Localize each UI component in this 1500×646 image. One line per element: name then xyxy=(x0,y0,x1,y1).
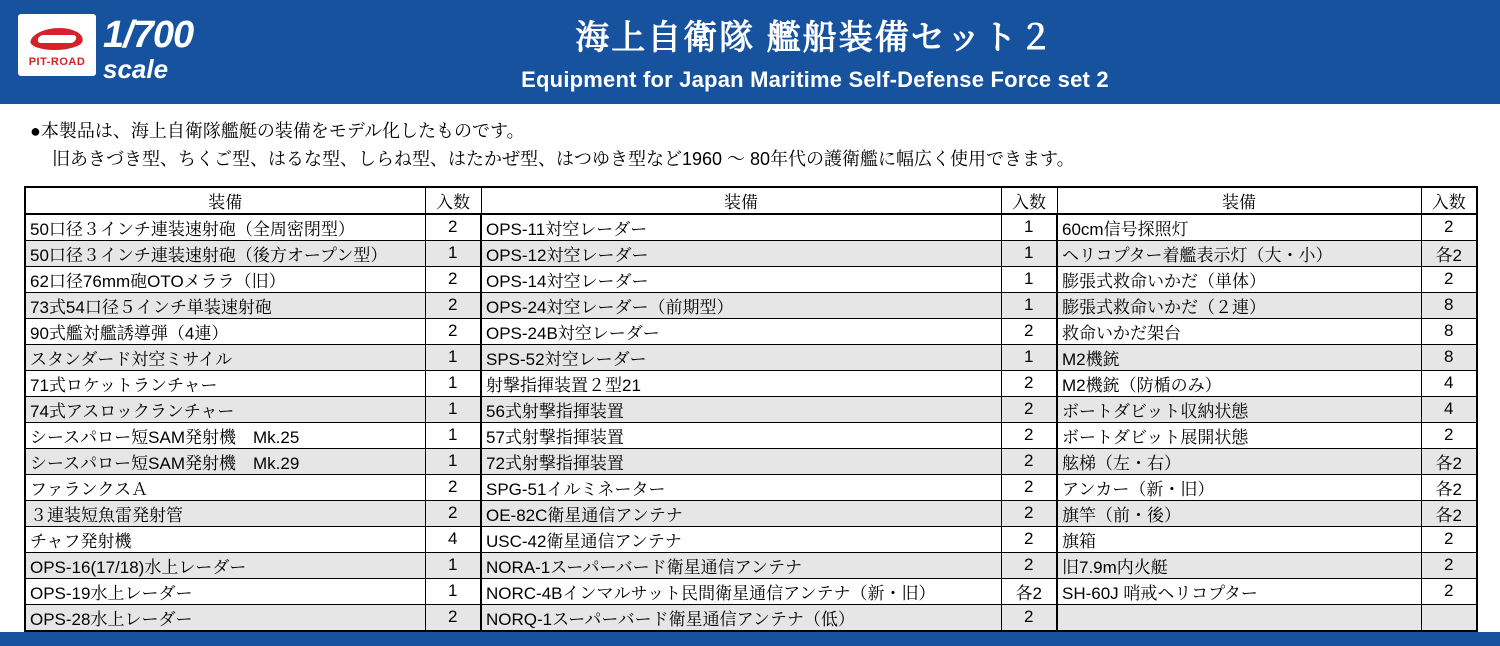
table-row xyxy=(25,448,1477,474)
table-row xyxy=(25,552,1477,578)
equipment-qty: 2 xyxy=(1001,526,1057,552)
equipment-qty: 各2 xyxy=(1421,240,1477,266)
equipment-name: 74式アスロックランチャー xyxy=(25,396,425,422)
scale-word: scale xyxy=(103,54,169,84)
equipment-name: OPS-24B対空レーダー xyxy=(481,318,1001,344)
equipment-qty: 1 xyxy=(425,422,481,448)
title-japanese: 海上自衛隊 艦船装備セット２ xyxy=(575,19,1055,57)
equipment-qty: 各2 xyxy=(1421,500,1477,526)
equipment-name: シースパロー短SAM発射機 Mk.29 xyxy=(25,448,425,474)
equipment-qty: 1 xyxy=(425,344,481,370)
equipment-name: 56式射撃指揮装置 xyxy=(481,396,1001,422)
equipment-qty: 2 xyxy=(1421,526,1477,552)
equipment-qty: 2 xyxy=(1001,500,1057,526)
equipment-qty: 1 xyxy=(1001,240,1057,266)
table-row xyxy=(25,474,1477,500)
equipment-name: 50口径３インチ連装速射砲（全周密閉型） xyxy=(25,214,425,241)
equipment-name: USC-42衛星通信アンテナ xyxy=(481,526,1001,552)
equipment-qty: 各2 xyxy=(1421,448,1477,474)
equipment-qty: 2 xyxy=(1001,396,1057,422)
header-qty-3: 入数 xyxy=(1421,187,1477,214)
equipment-name: 90式艦対艦誘導弾（4連） xyxy=(25,318,425,344)
equipment-name: OPS-28水上レーダー xyxy=(25,604,425,631)
equipment-name: 射撃指揮装置２型21 xyxy=(481,370,1001,396)
equipment-qty: 2 xyxy=(1001,318,1057,344)
description-line-1: ●本製品は、海上自衛隊艦艇の装備をモデル化したものです。 xyxy=(30,121,525,141)
equipment-table-wrap xyxy=(24,186,1476,632)
equipment-qty: 8 xyxy=(1421,344,1477,370)
equipment-qty: 2 xyxy=(1001,448,1057,474)
equipment-name: 50口径３インチ連装速射砲（後方オープン型） xyxy=(25,240,425,266)
table-row xyxy=(25,214,1477,241)
header-qty-2: 入数 xyxy=(1001,187,1057,214)
equipment-name: OPS-16(17/18)水上レーダー xyxy=(25,552,425,578)
table-row xyxy=(25,422,1477,448)
table-row xyxy=(25,578,1477,604)
equipment-qty: 4 xyxy=(1421,370,1477,396)
equipment-qty: 1 xyxy=(425,396,481,422)
equipment-name: 旗竿（前・後） xyxy=(1057,500,1421,526)
equipment-name: NORC-4Bインマルサット民間衛星通信アンテナ（新・旧） xyxy=(481,578,1001,604)
equipment-name: 72式射撃指揮装置 xyxy=(481,448,1001,474)
table-row xyxy=(25,266,1477,292)
equipment-name: OPS-11対空レーダー xyxy=(481,214,1001,241)
equipment-name: ボートダビット展開状態 xyxy=(1057,422,1421,448)
table-row xyxy=(25,396,1477,422)
equipment-qty: 1 xyxy=(425,552,481,578)
header-qty-1: 入数 xyxy=(425,187,481,214)
equipment-name: 救命いかだ架台 xyxy=(1057,318,1421,344)
equipment-qty: 1 xyxy=(1001,344,1057,370)
scale-number: 1/700 xyxy=(103,14,194,56)
brand-name: PIT-ROAD xyxy=(28,56,86,68)
table-row xyxy=(25,526,1477,552)
equipment-qty: 2 xyxy=(425,604,481,631)
equipment-name: SH-60J 哨戒ヘリコプター xyxy=(1057,578,1421,604)
equipment-name: NORQ-1スーパーバード衛星通信アンテナ（低） xyxy=(481,604,1001,631)
equipment-name: 旧7.9m内火艇 xyxy=(1057,552,1421,578)
equipment-qty: 2 xyxy=(1421,578,1477,604)
table-row xyxy=(25,500,1477,526)
equipment-name: ３連装短魚雷発射管 xyxy=(25,500,425,526)
table-row xyxy=(25,344,1477,370)
equipment-qty: 1 xyxy=(425,370,481,396)
equipment-qty: 2 xyxy=(1421,422,1477,448)
description-block xyxy=(30,118,1500,174)
equipment-name: チャフ発射機 xyxy=(25,526,425,552)
equipment-qty: 2 xyxy=(1001,422,1057,448)
equipment-qty: 2 xyxy=(425,292,481,318)
equipment-qty: 各2 xyxy=(1001,578,1057,604)
table-row xyxy=(25,370,1477,396)
equipment-name: SPS-52対空レーダー xyxy=(481,344,1001,370)
equipment-table xyxy=(24,186,1478,632)
equipment-qty: 8 xyxy=(1421,292,1477,318)
table-header-row xyxy=(25,187,1477,214)
equipment-qty: 2 xyxy=(1421,266,1477,292)
equipment-name: 旗箱 xyxy=(1057,526,1421,552)
equipment-qty: 2 xyxy=(425,214,481,241)
equipment-qty: 2 xyxy=(425,266,481,292)
equipment-name: OPS-14対空レーダー xyxy=(481,266,1001,292)
equipment-qty: 2 xyxy=(1001,552,1057,578)
equipment-name: OPS-24対空レーダー（前期型） xyxy=(481,292,1001,318)
header-titles xyxy=(0,10,1500,93)
equipment-qty: 各2 xyxy=(1421,474,1477,500)
table-row xyxy=(25,240,1477,266)
equipment-name: 57式射撃指揮装置 xyxy=(481,422,1001,448)
equipment-name: スタンダード対空ミサイル xyxy=(25,344,425,370)
equipment-qty: 1 xyxy=(1001,266,1057,292)
equipment-qty: 2 xyxy=(425,318,481,344)
equipment-qty: 2 xyxy=(1001,474,1057,500)
equipment-name: OPS-12対空レーダー xyxy=(481,240,1001,266)
equipment-qty-empty xyxy=(1421,604,1477,631)
header-name-2: 装備 xyxy=(481,187,1001,214)
equipment-name: 舷梯（左・右） xyxy=(1057,448,1421,474)
equipment-qty: 1 xyxy=(425,448,481,474)
table-body xyxy=(25,214,1477,631)
header-name-1: 装備 xyxy=(25,187,425,214)
equipment-qty: 2 xyxy=(425,474,481,500)
equipment-name: 71式ロケットランチャー xyxy=(25,370,425,396)
header-banner xyxy=(0,0,1500,104)
equipment-name: ヘリコプター着艦表示灯（大・小） xyxy=(1057,240,1421,266)
equipment-qty: 8 xyxy=(1421,318,1477,344)
header-name-3: 装備 xyxy=(1057,187,1421,214)
table-row xyxy=(25,318,1477,344)
description-line-2: 旧あきづき型、ちくご型、はるな型、しらね型、はたかぜ型、はつゆき型など1960 〜 80年代の護衛艦に幅広く使用できます。 xyxy=(52,148,1075,169)
table-row xyxy=(25,604,1477,631)
equipment-name: OE-82C衛星通信アンテナ xyxy=(481,500,1001,526)
footer-stripe xyxy=(0,632,1500,646)
equipment-name: NORA-1スーパーバード衛星通信アンテナ xyxy=(481,552,1001,578)
equipment-name: アンカー（新・旧） xyxy=(1057,474,1421,500)
equipment-qty: 2 xyxy=(425,500,481,526)
equipment-name: 膨張式救命いかだ（２連） xyxy=(1057,292,1421,318)
equipment-name: ボートダビット収納状態 xyxy=(1057,396,1421,422)
equipment-name: シースパロー短SAM発射機 Mk.25 xyxy=(25,422,425,448)
equipment-qty: 4 xyxy=(1421,396,1477,422)
equipment-qty: 2 xyxy=(1421,214,1477,241)
equipment-name: OPS-19水上レーダー xyxy=(25,578,425,604)
equipment-name: SPG-51イルミネーター xyxy=(481,474,1001,500)
equipment-qty: 2 xyxy=(1001,604,1057,631)
equipment-name: 60cm信号探照灯 xyxy=(1057,214,1421,241)
equipment-qty: 1 xyxy=(1001,292,1057,318)
equipment-name: 73式54口径５インチ単装速射砲 xyxy=(25,292,425,318)
equipment-name-empty xyxy=(1057,604,1421,631)
equipment-name: ファランクスＡ xyxy=(25,474,425,500)
equipment-name: M2機銃 xyxy=(1057,344,1421,370)
equipment-qty: 4 xyxy=(425,526,481,552)
equipment-name: 62口径76mm砲OTOメララ（旧） xyxy=(25,266,425,292)
title-english: Equipment for Japan Maritime Self-Defense Force set 2 xyxy=(521,67,1109,92)
equipment-qty: 2 xyxy=(1001,370,1057,396)
equipment-qty: 1 xyxy=(425,240,481,266)
equipment-name: M2機銃（防楯のみ） xyxy=(1057,370,1421,396)
table-row xyxy=(25,292,1477,318)
equipment-name: 膨張式救命いかだ（単体） xyxy=(1057,266,1421,292)
equipment-qty: 2 xyxy=(1421,552,1477,578)
equipment-qty: 1 xyxy=(1001,214,1057,241)
equipment-qty: 1 xyxy=(425,578,481,604)
